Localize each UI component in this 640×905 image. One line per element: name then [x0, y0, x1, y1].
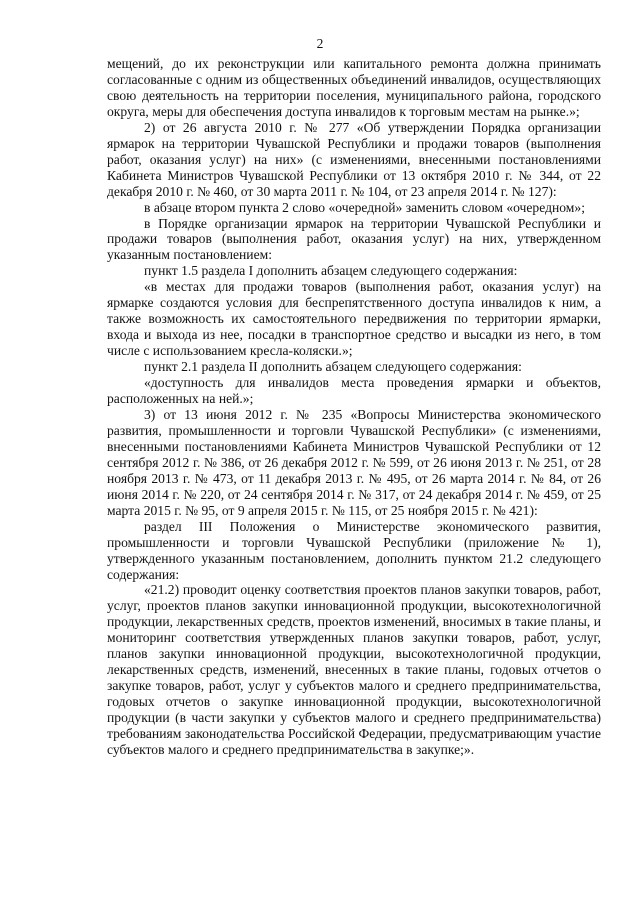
paragraph: 3) от 13 июня 2012 г. № 235 «Вопросы Министерства экономического развития, промышленности и торговли Чувашской Республики» (с изменениями, внесенными постановлениями Кабинета Министров Чувашской Республики от 12 сентября 2012 г. № 386, от 26 декабря 2012 г. № 599, от 26 июня 2013 г. № 251, от 28 ноября 2013 г. № 473, от 11 декабря 2013 г. № 495, от 26 марта 2014 г. № 84, от 26 июня 2014 г. № 220, от 24 сентября 2014 г. № 317, от 24 декабря 2014 г. № 459, от 25 марта 2015 г. № 95, от 9 апреля 2015 г. № 115, от 25 ноября 2015 г. № 421): — [107, 406, 601, 518]
paragraph: пункт 2.1 раздела II дополнить абзацем следующего содержания: — [144, 359, 522, 375]
paragraph: раздел III Положения о Министерстве экономического развития, промышленности и торговли Чувашской Республики (приложение № 1), утвержденного указанным постановлением, дополнить пунктом 21.2 следующего содержания: — [107, 518, 601, 582]
paragraph: «21.2) проводит оценку соответствия проектов планов закупки товаров, работ, услуг, проектов планов закупки инновационной продукции, высокотехнологичной продукции, лекарственных средств, проектов изменений, вносимых в такие планы, и мониторинг соответствия утвержденных планов закупки товаров, работ, услуг, планов закупки инновационной продукции, высокотехнологичной продукции, лекарственных средств, изменений, внесенных в такие планы, годовых отчетов о закупке товаров, работ, услуг у субъектов малого и среднего предпринимательства, годовых отчетов о закупке инновационной продукции, высокотехнологичной продукции (в части закупки у субъектов малого и среднего предпринимательства) требованиям законодательства Российской Федерации, предусматривающим участие субъектов малого и среднего предпринимательства в закупке;». — [107, 582, 601, 757]
paragraph: в Порядке организации ярмарок на территории Чувашской Республики и продажи товаров (выполнения работ, оказания услуг) на них, утвержденном указанным постановлением: — [107, 215, 601, 263]
paragraph: в абзаце втором пункта 2 слово «очередной» заменить словом «очередном»; — [144, 199, 585, 215]
paragraph: «доступность для инвалидов места проведения ярмарки и объектов, расположенных на ней.»; — [107, 375, 601, 407]
document-body — [107, 56, 601, 758]
page-number: 2 — [316, 36, 324, 51]
paragraph: пункт 1.5 раздела I дополнить абзацем следующего содержания: — [144, 263, 518, 279]
paragraph: мещений, до их реконструкции или капитального ремонта должна принимать согласованные с одним из общественных объединений инвалидов, осуществляющих свою деятельность на территории поселения, муниципального района, городского округа, меры для обеспечения доступа инвалидов к торговым местам на рынке.»; — [107, 56, 601, 119]
paragraph: «в местах для продажи товаров (выполнения работ, оказания услуг) на ярмарке создаются условия для беспрепятственного доступа инвалидов к ним, а также возможность их самостоятельного передвижения по территории ярмарки, входа и выхода из нее, посадки в транспортное средство и высадки из него, в том числе с использованием кресла-коляски.»; — [107, 279, 601, 359]
paragraph: 2) от 26 августа 2010 г. № 277 «Об утверждении Порядка организации ярмарок на территории Чувашской Республики и продажи товаров (выполнения работ, оказания услуг) на них» (с изменениями, внесенными постановлениями Кабинета Министров Чувашской Республики от 13 октября 2010 г. № 344, от 22 декабря 2010 г. № 460, от 30 марта 2011 г. № 104, от 23 апреля 2014 г. № 127): — [107, 119, 601, 199]
